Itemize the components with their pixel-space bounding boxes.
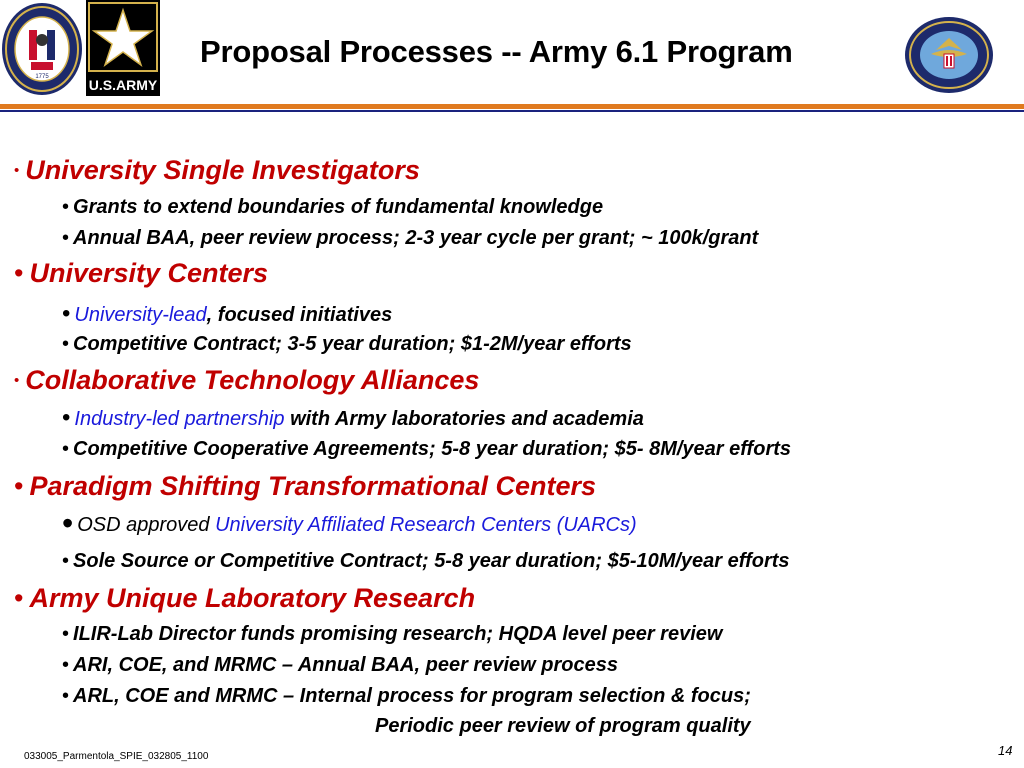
header-rule-orange: [0, 104, 1024, 109]
us-army-star-logo: [86, 0, 160, 96]
header-rule-blue: [0, 110, 1024, 112]
list-item: • Annual BAA, peer review process; 2-3 year cycle per grant; ~ 100k/grant: [62, 227, 759, 249]
list-item: • Grants to extend boundaries of fundamental knowledge: [62, 196, 604, 218]
svg-text:1775: 1775: [35, 74, 49, 80]
section-heading: • Collaborative Technology Alliances: [14, 365, 480, 395]
section-heading: • University Centers: [14, 258, 269, 288]
list-item: • Industry-led partnership with Army laboratories and academia: [62, 404, 644, 431]
section-heading: • University Single Investigators: [14, 155, 420, 185]
footer-file-id: 033005_Parmentola_SPIE_032805_1100: [24, 751, 209, 762]
section-heading: • Paradigm Shifting Transformational Centers: [14, 471, 597, 501]
list-item: • OSD approved University Affiliated Research Centers (UARCs): [62, 505, 637, 541]
list-item: • ARL, COE and MRMC – Internal process for program selection & focus;: [62, 685, 751, 707]
list-item-continuation: Periodic peer review of program quality: [375, 715, 751, 737]
list-item: • Competitive Cooperative Agreements; 5-8 year duration; $5- 8M/year efforts: [62, 438, 792, 460]
list-item: • Competitive Contract; 3-5 year duration; $1-2M/year efforts: [62, 333, 632, 355]
page-number: 14: [998, 743, 1013, 758]
section-heading: • Army Unique Laboratory Research: [14, 583, 476, 613]
dod-seal-logo: [904, 16, 994, 94]
list-item: • Sole Source or Competitive Contract; 5-8 year duration; $5-10M/year efforts: [62, 550, 790, 572]
svg-text:U.S.ARMY: U.S.ARMY: [88, 77, 158, 93]
list-item: • ARI, COE, and MRMC – Annual BAA, peer review process: [62, 654, 618, 676]
page-title: Proposal Processes -- Army 6.1 Program: [200, 34, 793, 69]
list-item: • University-lead, focused initiatives: [62, 300, 393, 327]
list-item: • ILIR-Lab Director funds promising research; HQDA level peer review: [62, 623, 723, 645]
army-seal-logo: [1, 0, 83, 98]
